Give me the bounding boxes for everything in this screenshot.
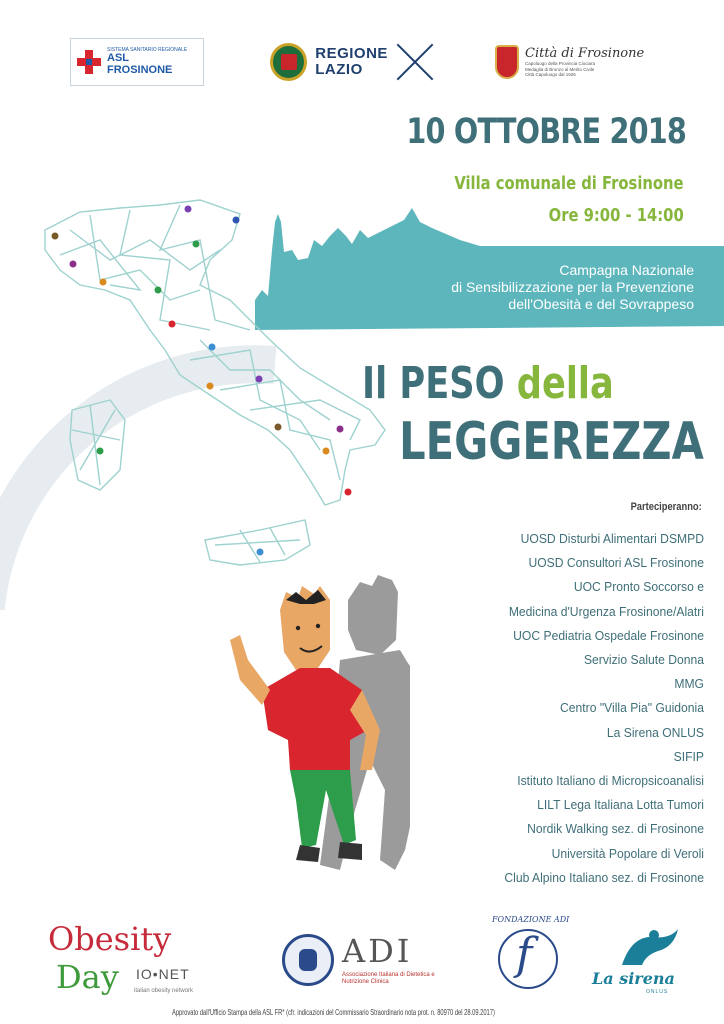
participant-item: Club Alpino Italiano sez. di Frosinone (504, 869, 704, 885)
citta-logo-name: Città di Frosinone (525, 45, 645, 61)
fondazione-adi-logo (488, 915, 568, 997)
participant-item: SIFIP (673, 748, 704, 764)
campaign-line1: Campagna Nazionale (559, 262, 694, 278)
mermaid-icon (592, 925, 692, 973)
obesity-day-logo (48, 920, 238, 1002)
participant-item: Centro "Villa Pia" Guidonia (560, 700, 704, 716)
title-line2: LEGGEREZZA (399, 412, 704, 472)
sirena-logo-name: La sirena (592, 969, 675, 988)
title-part2: della (516, 358, 614, 409)
participant-item: Servizio Salute Donna (583, 652, 704, 668)
participant-item: Medicina d'Urgenza Frosinone/Alatri (508, 603, 704, 619)
title-part1: Il PESO (362, 358, 505, 409)
participant-item: La Sirena ONLUS (606, 724, 704, 740)
participant-item: Istituto Italiano di Micropsicoanalisi (517, 773, 704, 789)
asl-logo-line2: ASL (107, 52, 129, 65)
event-place: Villa comunale di Frosinone (454, 173, 684, 194)
participant-item: UOC Pediatria Ospedale Frosinone (513, 627, 704, 643)
adi-logo-name: ADI (342, 932, 413, 970)
footer-approval-note: Approvato dall'Ufficio Stampa della ASL FR* (cfr. indicazioni del Commissario Straordinario nota prot. n. 80970 del 28.09.2017) (172, 1008, 495, 1017)
event-date: 10 OTTOBRE 2018 (406, 112, 686, 152)
participants-heading: Parteciperanno: (630, 501, 702, 513)
cartoon-characters-illustration (210, 570, 410, 880)
asl-logo-line1: SISTEMA SANITARIO REGIONALE (107, 46, 188, 53)
participant-item: LILT Lega Italiana Lotta Tumori (537, 797, 704, 813)
campaign-line2: di Sensibilizzazione per la Prevenzione (451, 279, 694, 295)
fondazione-logo-letter: f (516, 929, 533, 980)
citta-di-frosinone-logo (495, 38, 665, 86)
obesity-logo-word2: Day (56, 958, 119, 996)
obesity-logo-word1: Obesity (48, 920, 172, 958)
citta-logo-sub3: Città Capoluogo dal 1926 (525, 72, 576, 78)
sirena-logo-onlus: ONLUS (646, 989, 669, 995)
lazio-x-mark-icon (396, 42, 435, 82)
campaign-description (451, 262, 694, 313)
obesity-logo-network: IO•NET (136, 966, 190, 982)
participant-item: Università Popolare di Veroli (551, 845, 704, 861)
citta-logo-sub1: Capoluogo della Provincia Ciociara (525, 60, 596, 66)
campaign-line3: dell'Obesità e del Sovrappeso (508, 296, 694, 312)
fondazione-logo-arc-text: FONDAZIONE ADI (492, 915, 570, 924)
regione-lazio-emblem-icon (270, 43, 307, 81)
coat-of-arms-icon (495, 45, 519, 79)
obesity-logo-tagline: italian obesity network (134, 988, 194, 994)
regione-lazio-logo (270, 38, 435, 86)
participant-item: MMG (674, 676, 704, 692)
participants-list (487, 527, 704, 890)
asl-logo-line3: FROSINONE (107, 63, 173, 76)
participant-item: Nordik Walking sez. di Frosinone (527, 821, 704, 837)
participant-item: UOSD Disturbi Alimentari DSMPD (520, 531, 704, 546)
lazio-logo-line1: REGIONE (315, 44, 388, 62)
event-time: Ore 9:00 - 14:00 (548, 205, 684, 226)
citta-logo-sub2: Medaglia di Bronzo al Merito Civile (525, 66, 595, 72)
adi-seal-icon (282, 934, 334, 986)
participant-item: UOSD Consultori ASL Frosinone (528, 555, 704, 571)
adi-logo-subtitle: Associazione Italiana di Dietetica e Nutrizione Clinica (342, 972, 435, 986)
asl-frosinone-logo (70, 38, 204, 86)
la-sirena-logo (592, 925, 697, 1000)
red-cross-icon (77, 50, 101, 74)
lazio-logo-line2: LAZIO (315, 61, 363, 78)
title-line1 (362, 358, 614, 409)
participant-item: UOC Pronto Soccorso e (573, 579, 704, 595)
adi-logo (282, 930, 452, 990)
